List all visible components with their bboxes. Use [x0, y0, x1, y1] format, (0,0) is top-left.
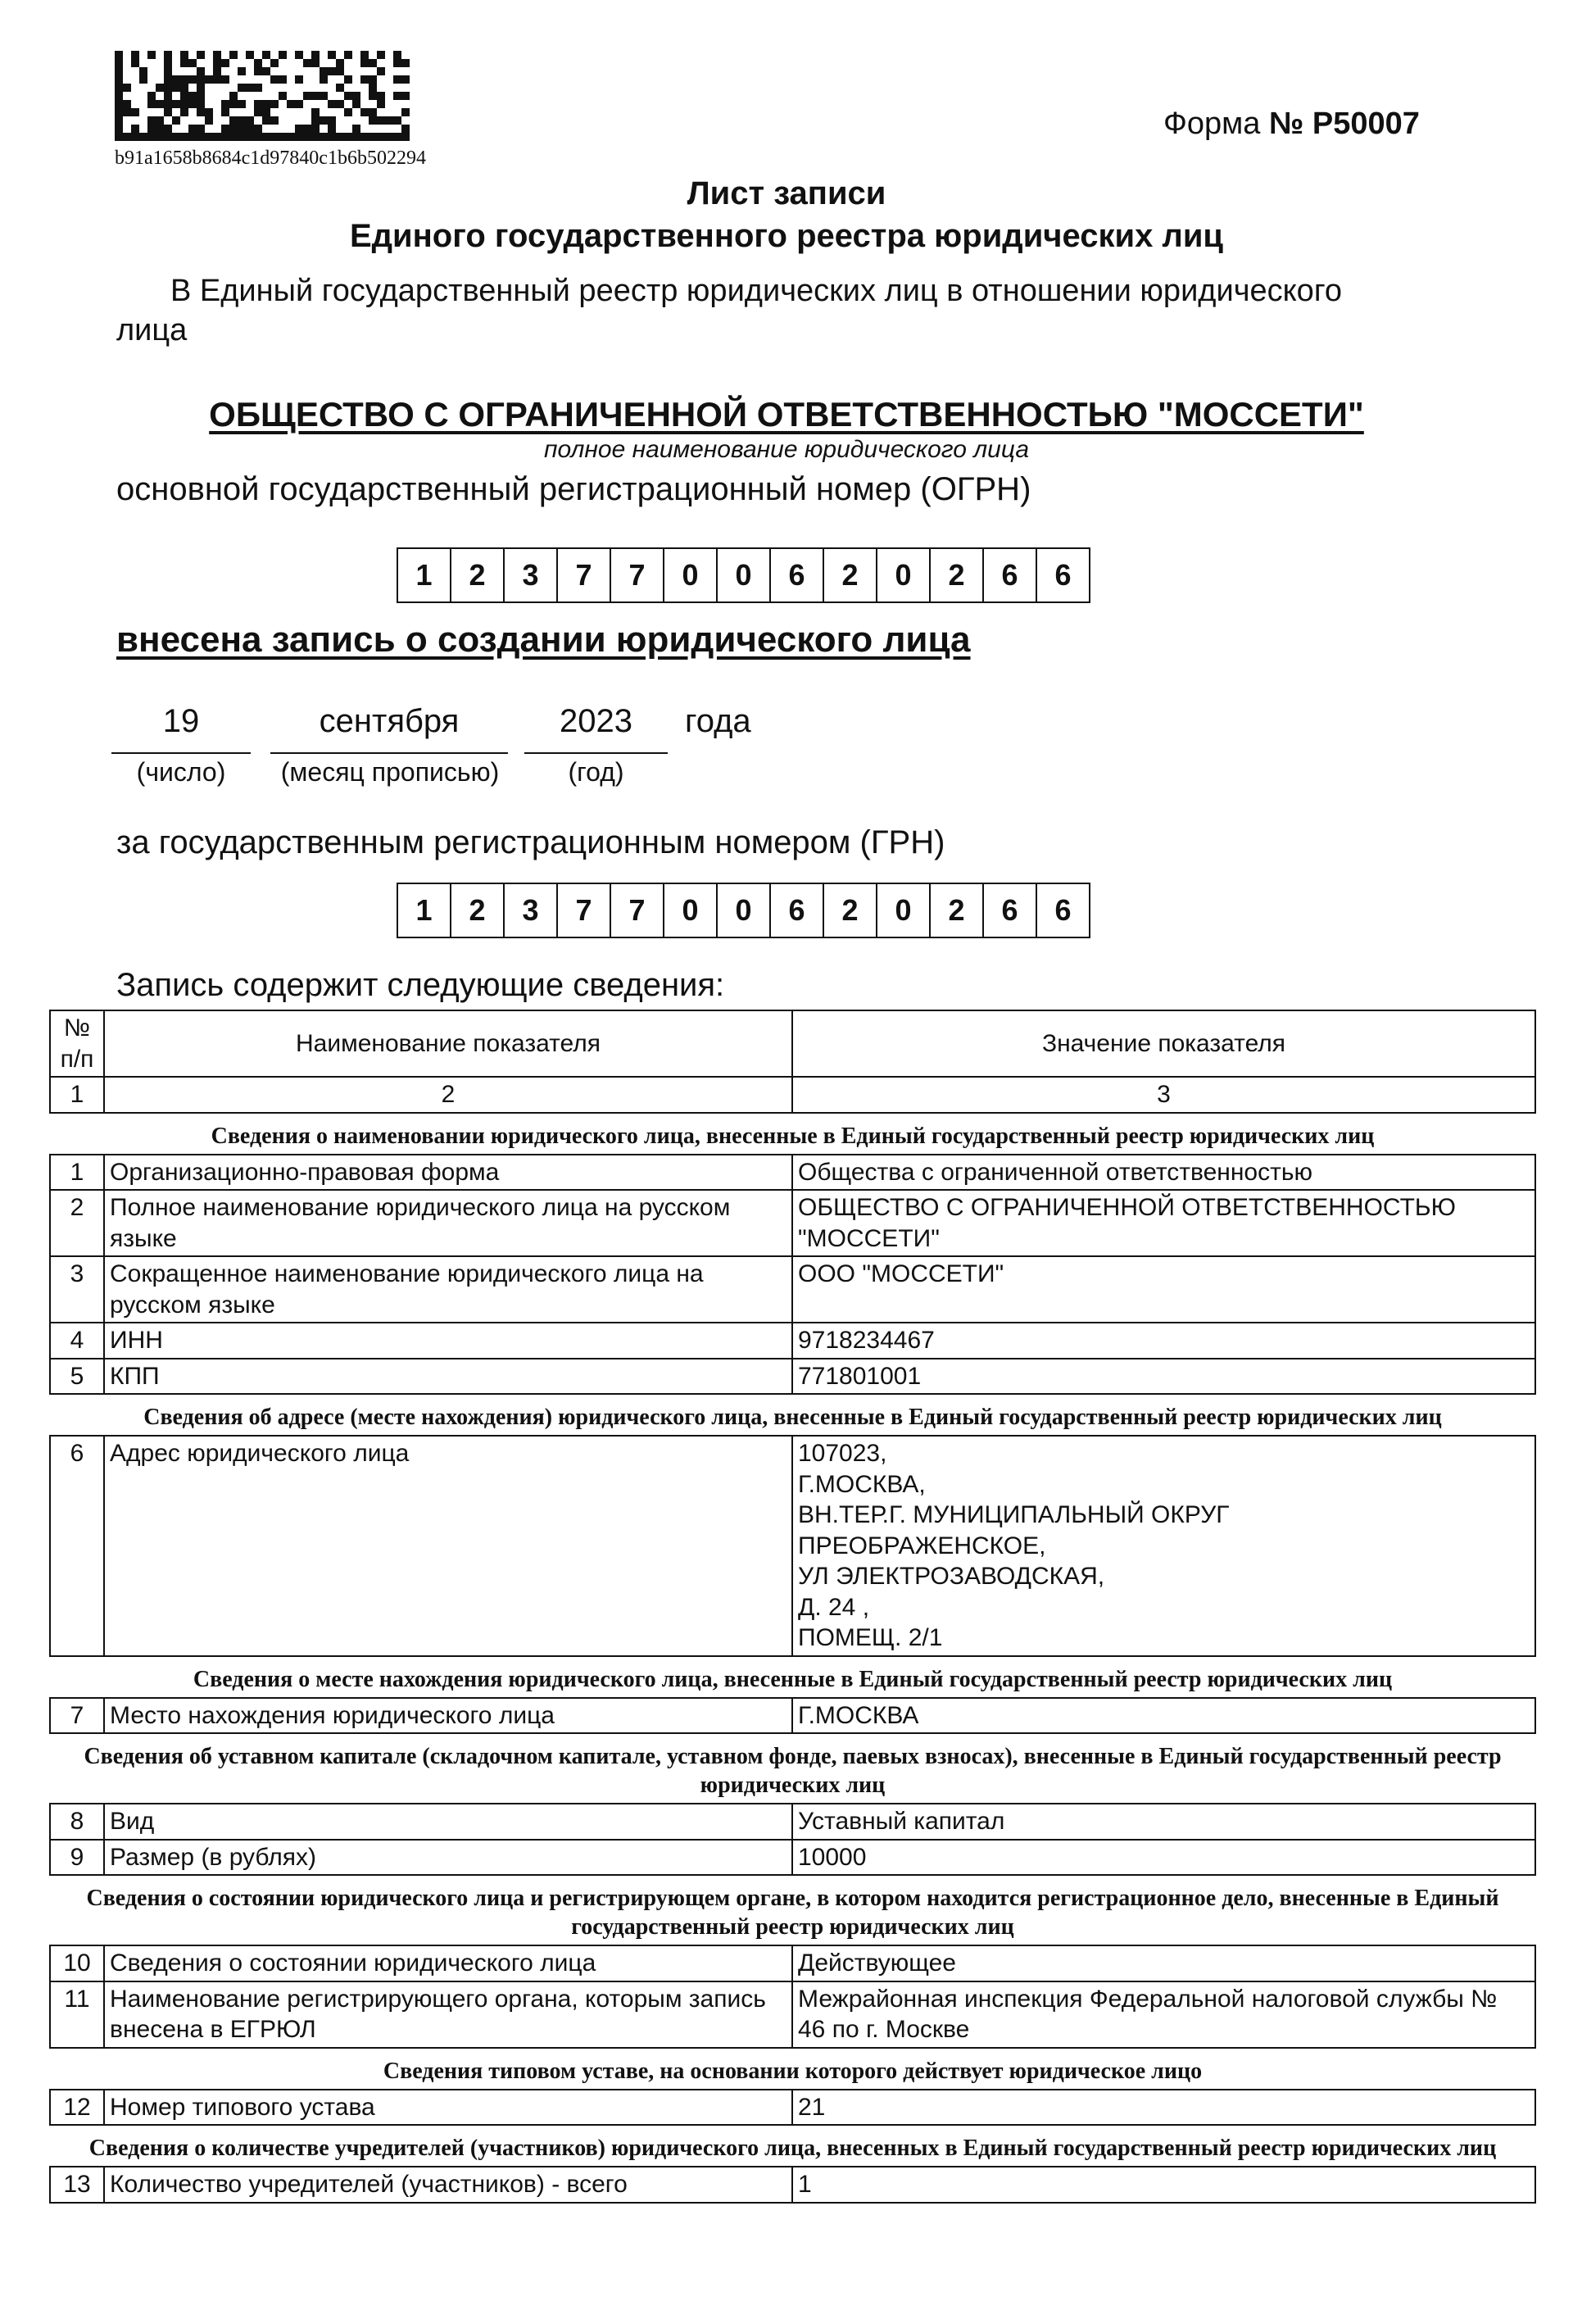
ogrn-digit: 6 — [1036, 547, 1090, 603]
section-heading — [50, 1113, 1535, 1155]
table-row — [50, 1981, 1535, 2048]
ogrn-digit: 0 — [663, 547, 718, 603]
ogrn-digit: 6 — [982, 547, 1037, 603]
row-number: 4 — [50, 1323, 104, 1359]
grn-digit: 0 — [663, 883, 718, 938]
contents-label: Запись содержит следующие сведения: — [116, 967, 725, 1003]
row-indicator-value: 10000 — [792, 1840, 1535, 1876]
address-line: УЛ ЭЛЕКТРОЗАВОДСКАЯ, — [798, 1563, 1105, 1590]
ogrn-digit: 7 — [610, 547, 664, 603]
row-indicator-value: Уставный капитал — [792, 1804, 1535, 1840]
section-heading — [50, 1656, 1535, 1698]
grn-digit: 6 — [1036, 883, 1090, 938]
grn-digit: 7 — [556, 883, 611, 938]
table-row — [50, 1436, 1535, 1656]
grn-digit: 2 — [823, 883, 877, 938]
address-line: Д. 24 , — [798, 1593, 870, 1621]
section-title: Сведения об адресе (месте нахождения) юридического лица, внесенные в Единый государственный реестр юридических лиц — [143, 1405, 1442, 1430]
address-line: 107023, — [798, 1440, 887, 1467]
table-row — [50, 1256, 1535, 1323]
row-number: 7 — [50, 1698, 104, 1734]
grn-digit: 2 — [929, 883, 984, 938]
row-indicator-value — [792, 1436, 1535, 1656]
row-indicator-name: Количество учредителей (участников) - всего — [104, 2167, 792, 2203]
section-heading — [50, 2048, 1535, 2090]
index-c1: 1 — [50, 1077, 104, 1113]
row-indicator-value: Межрайонная инспекция Федеральной налоговой службы № 46 по г. Москве — [792, 1981, 1535, 2048]
record-month: сентября — [319, 703, 460, 739]
row-indicator-name: Сокращенное наименование юридического лица на русском языке — [104, 1256, 792, 1323]
address-line: ПРЕОБРАЖЕНСКОЕ, — [798, 1532, 1046, 1559]
year-caption: (год) — [568, 757, 624, 787]
row-number: 12 — [50, 2090, 104, 2126]
record-day: 19 — [162, 703, 200, 739]
ogrn-digit: 0 — [876, 547, 931, 603]
index-c2: 2 — [104, 1077, 792, 1113]
day-underline — [111, 752, 251, 754]
grn-digit: 0 — [876, 883, 931, 938]
ogrn-label: основной государственный регистрационный номер (ОГРН) — [116, 471, 1031, 507]
grn-digit: 2 — [450, 883, 505, 938]
grn-digit: 6 — [769, 883, 824, 938]
header-num: № п/п — [50, 1010, 104, 1077]
record-statement: внесена запись о создании юридического лица — [116, 620, 971, 660]
row-indicator-name: Сведения о состоянии юридического лица — [104, 1945, 792, 1981]
year-underline — [524, 752, 668, 754]
row-indicator-value: 21 — [792, 2090, 1535, 2126]
section-title: Сведения об уставном капитале (складочном капитале, уставном фонде, паевых взносах), внесенные в Единый государственный реестр юридических лиц — [84, 1744, 1502, 1798]
table-row — [50, 1323, 1535, 1359]
row-indicator-name: Размер (в рублях) — [104, 1840, 792, 1876]
org-full-name: ОБЩЕСТВО С ОГРАНИЧЕННОЙ ОТВЕТСТВЕННОСТЬЮ "МОССЕТИ" — [209, 395, 1364, 433]
month-caption: (месяц прописью) — [280, 757, 500, 787]
datamatrix-barcode — [115, 51, 410, 141]
header-name: Наименование показателя — [104, 1010, 792, 1077]
ogrn-digits — [398, 547, 1090, 605]
row-indicator-name: Место нахождения юридического лица — [104, 1698, 792, 1734]
index-c3: 3 — [792, 1077, 1535, 1113]
org-name-caption: полное наименование юридического лица — [543, 436, 1030, 463]
section-heading — [50, 1733, 1535, 1804]
row-number: 8 — [50, 1804, 104, 1840]
ogrn-digit: 7 — [556, 547, 611, 603]
address-line: ПОМЕЩ. 2/1 — [798, 1624, 943, 1651]
row-indicator-name: КПП — [104, 1359, 792, 1395]
intro-line-2: лица — [116, 313, 188, 347]
year-suffix: года — [685, 703, 751, 739]
row-number: 1 — [50, 1155, 104, 1191]
ogrn-digit: 2 — [450, 547, 505, 603]
grn-label: за государственным регистрационным номером (ГРН) — [116, 824, 945, 860]
row-indicator-value: ООО "МОССЕТИ" — [792, 1256, 1535, 1323]
grn-digit: 6 — [982, 883, 1037, 938]
month-underline — [270, 752, 508, 754]
title-line-2: Единого государственного реестра юридических лиц — [349, 218, 1224, 254]
row-indicator-name: Полное наименование юридического лица на русском языке — [104, 1190, 792, 1256]
row-indicator-value: 9718234467 — [792, 1323, 1535, 1359]
header-value: Значение показателя — [792, 1010, 1535, 1077]
row-number: 13 — [50, 2167, 104, 2203]
row-indicator-value: Действующее — [792, 1945, 1535, 1981]
grn-digit: 0 — [716, 883, 771, 938]
row-number: 6 — [50, 1436, 104, 1656]
grn-digits — [398, 883, 1090, 940]
table-row — [50, 1155, 1535, 1191]
row-indicator-name: ИНН — [104, 1323, 792, 1359]
section-title: Сведения о месте нахождения юридического лица, внесенные в Единый государственный реестр юридических лиц — [193, 1666, 1393, 1692]
grn-digit: 7 — [610, 883, 664, 938]
section-title: Сведения типовом уставе, на основании которого действует юридическое лицо — [383, 2058, 1203, 2084]
section-heading — [50, 1875, 1535, 1945]
record-table — [49, 1010, 1536, 2204]
section-title: Сведения о наименовании юридического лица, внесенные в Единый государственный реестр юридических лиц — [211, 1123, 1375, 1149]
table-row — [50, 2090, 1535, 2126]
table-row — [50, 1698, 1535, 1734]
row-indicator-value: ОБЩЕСТВО С ОГРАНИЧЕННОЙ ОТВЕТСТВЕННОСТЬЮ "МОССЕТИ" — [792, 1190, 1535, 1256]
row-number: 2 — [50, 1190, 104, 1256]
table-row — [50, 1945, 1535, 1981]
ogrn-digit: 3 — [503, 547, 558, 603]
ogrn-digit: 2 — [929, 547, 984, 603]
table-header-row — [50, 1010, 1535, 1077]
row-indicator-name: Организационно-правовая форма — [104, 1155, 792, 1191]
row-indicator-name: Наименование регистрирующего органа, которым запись внесена в ЕГРЮЛ — [104, 1981, 792, 2048]
ogrn-digit: 2 — [823, 547, 877, 603]
table-index-row — [50, 1077, 1535, 1113]
grn-digit: 1 — [397, 883, 451, 938]
address-line: Г.МОСКВА, — [798, 1470, 926, 1498]
form-number: Форма № Р50007 — [1163, 107, 1420, 141]
row-indicator-value: Г.МОСКВА — [792, 1698, 1535, 1734]
row-number: 11 — [50, 1981, 104, 2048]
row-indicator-name: Номер типового устава — [104, 2090, 792, 2126]
record-year: 2023 — [560, 703, 632, 739]
section-title: Сведения о количестве учредителей (участников) юридического лица, внесенных в Единый государственный реестр юридических лиц — [88, 2136, 1497, 2161]
section-title: Сведения о состоянии юридического лица и регистрирующем органе, в котором находится регистрационное дело, внесенные в Единый государственный реестр юридических лиц — [86, 1886, 1499, 1940]
ogrn-digit: 6 — [769, 547, 824, 603]
title-line-1: Лист записи — [687, 175, 886, 211]
table-row — [50, 1804, 1535, 1840]
section-heading — [50, 1394, 1535, 1436]
ogrn-digit: 1 — [397, 547, 451, 603]
row-indicator-name: Адрес юридического лица — [104, 1436, 792, 1656]
row-number: 10 — [50, 1945, 104, 1981]
row-number: 3 — [50, 1256, 104, 1323]
intro-line-1: В Единый государственный реестр юридических лиц в отношении юридического — [170, 274, 1342, 308]
table-row — [50, 1190, 1535, 1256]
table-row — [50, 1359, 1535, 1395]
address-line: ВН.ТЕР.Г. МУНИЦИПАЛЬНЫЙ ОКРУГ — [798, 1501, 1230, 1528]
ogrn-digit: 0 — [716, 547, 771, 603]
grn-digit: 3 — [503, 883, 558, 938]
document-hash: b91a1658b8684c1d97840c1b6b502294 — [115, 148, 426, 169]
row-indicator-value: 1 — [792, 2167, 1535, 2203]
row-indicator-value: Общества с ограниченной ответственностью — [792, 1155, 1535, 1191]
row-indicator-value: 771801001 — [792, 1359, 1535, 1395]
table-row — [50, 1840, 1535, 1876]
row-number: 9 — [50, 1840, 104, 1876]
section-heading — [50, 2125, 1535, 2167]
day-caption: (число) — [136, 757, 226, 787]
row-indicator-name: Вид — [104, 1804, 792, 1840]
row-number: 5 — [50, 1359, 104, 1395]
table-row — [50, 2167, 1535, 2203]
